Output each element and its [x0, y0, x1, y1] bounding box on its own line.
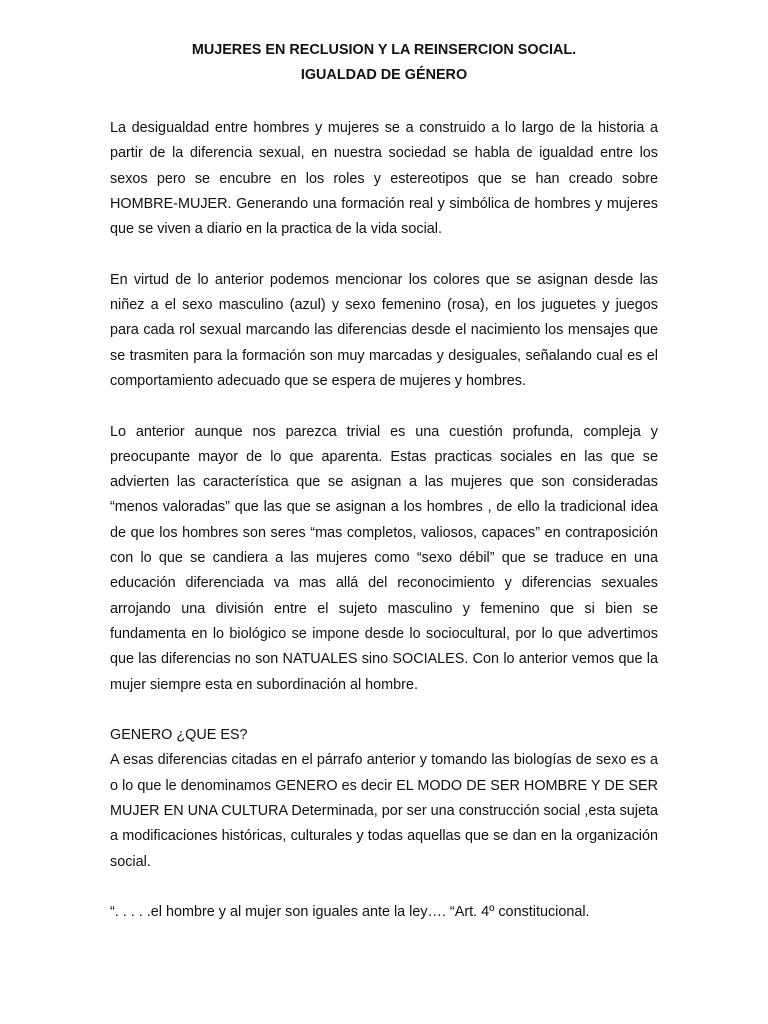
section-heading: GENERO ¿QUE ES?: [110, 727, 248, 744]
paragraph-1: La desigualdad entre hombres y mujeres se a construido a lo largo de la historia a partir de la diferencia sexual, en nuestra sociedad se habla de igualdad entre los sexos pero se encubre en los roles y estereotipos que se han creado sobre HOMBRE-MUJER. Generando una formación real y simbólica de hombres y mujeres que se viven a diario en la practica de la vida social.: [110, 120, 658, 238]
document-subtitle: IGUALDAD DE GÉNERO: [300, 67, 468, 83]
document-page: [110, 38, 658, 926]
paragraph-2: En virtud de lo anterior podemos mencionar los colores que se asignan desde las niñez a el sexo masculino (azul) y sexo femenino (rosa), en los juguetes y juegos para cada rol sexual marcando las diferencias desde el nacimiento los mensajes que se trasmiten para la formación son muy marcadas y desiguales, señalando cual es el comportamiento adecuado que se espera de mujeres y hombres.: [110, 271, 658, 389]
section-paragraph: A esas diferencias citadas en el párrafo anterior y tomando las biologías de sexo es a o lo que le denominamos GENERO es decir EL MODO DE SER HOMBRE Y DE SER MUJER EN UNA CULTURA Determinada, por ser una construcción social ,esta sujeta a modificaciones históricas, culturales y todas aquellas que se dan en la organización social.: [110, 752, 658, 870]
constitution-quote: “. . . . .el hombre y al mujer son iguales ante la ley…. “Art. 4º constitucional.: [110, 904, 590, 921]
spacer: [110, 242, 658, 267]
spacer: [110, 698, 658, 723]
spacer: [110, 875, 658, 900]
document-title: MUJERES EN RECLUSION Y LA REINSERCION SOCIAL.: [191, 42, 577, 58]
spacer: [110, 394, 658, 419]
spacer: [110, 88, 658, 116]
paragraph-3: Lo anterior aunque nos parezca trivial es una cuestión profunda, compleja y preocupante mayor de lo que aparenta. Estas practicas sociales en las que se advierten las característica que se asignan a las mujeres que son consideradas “menos valoradas” que las que se asignan a los hombres , de ello la tradicional idea de que los hombres son seres “mas completos, valiosos, capaces” en contraposición con lo que se candiera a las mujeres como “sexo débil” que se traduce en una educación diferenciada va mas allá del reconocimiento y diferencias sexuales arrojando una división entre el sujeto masculino y femenino que si bien se fundamenta en lo biológico se impone desde lo sociocultural, por lo que advertimos que las diferencias no son NATUALES sino SOCIALES. Con lo anterior vemos que la mujer siempre esta en subordinación al hombre.: [110, 423, 658, 693]
